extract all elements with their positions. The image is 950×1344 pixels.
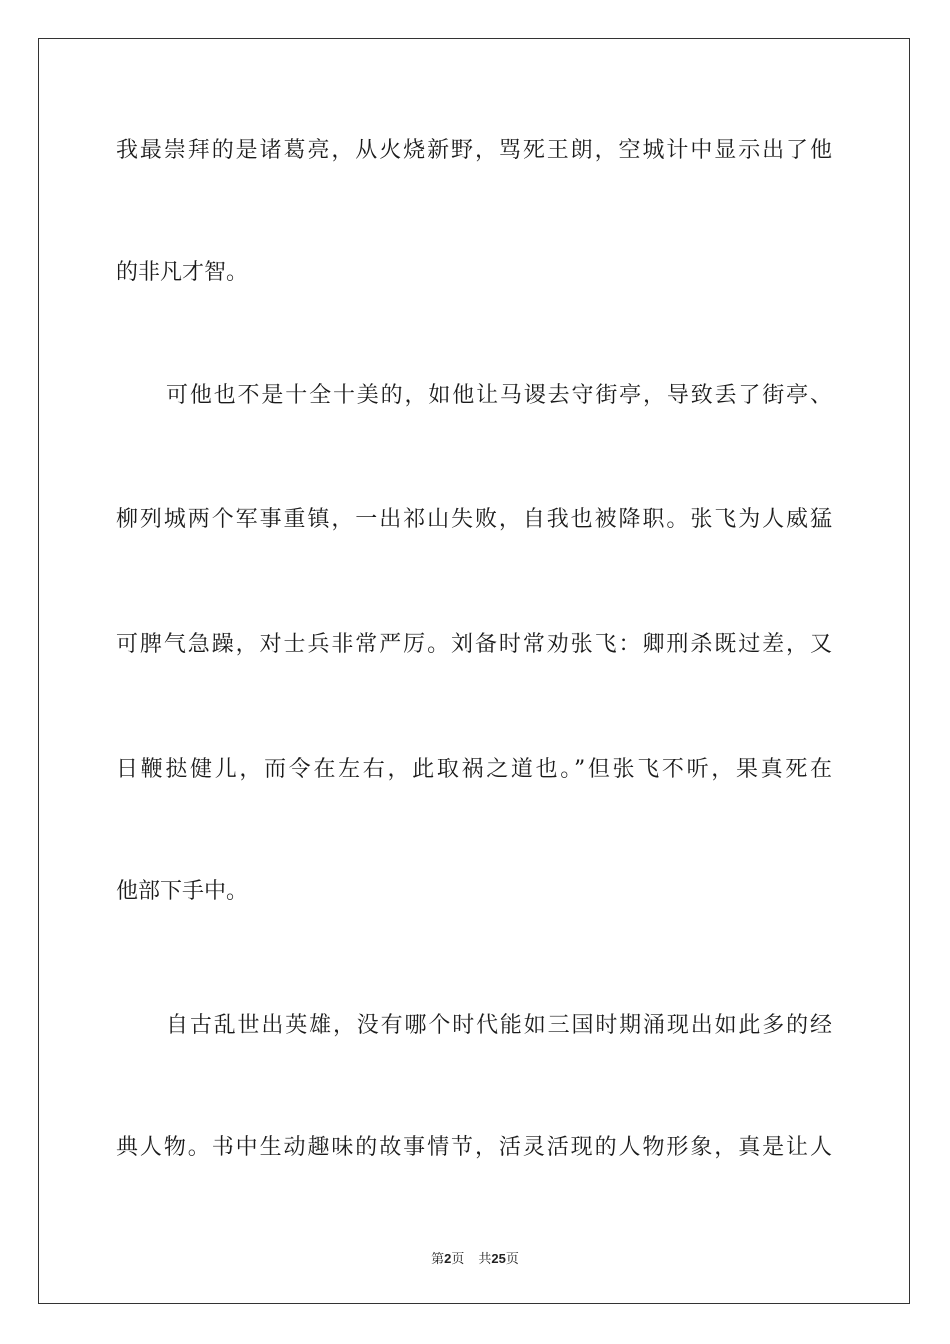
text-line: 柳列城两个军事重镇，一出祁山失败，自我也被降职。张飞为人威猛	[116, 507, 832, 532]
page-footer	[0, 1248, 950, 1267]
text-line: 他部下手中。	[116, 879, 249, 904]
footer-prefix: 第	[431, 1252, 445, 1267]
footer-total-prefix: 共	[478, 1252, 492, 1267]
footer-total-suffix: 页	[505, 1252, 519, 1267]
text-line: 的非凡才智。	[116, 260, 249, 285]
text-line: 可他也不是十全十美的，如他让马谡去守街亭，导致丢了街亭、	[166, 383, 832, 408]
text-line: 可脾气急躁，对士兵非常严厉。刘备时常劝张飞：卿刑杀既过差，又	[116, 632, 832, 657]
text-line: 我最崇拜的是诸葛亮，从火烧新野，骂死王朗，空城计中显示出了他	[116, 138, 832, 163]
current-page-number: 2	[444, 1251, 452, 1266]
footer-page-suffix: 页	[451, 1252, 465, 1267]
text-line: 自古乱世出英雄，没有哪个时代能如三国时期涌现出如此多的经	[166, 1013, 832, 1038]
total-page-count: 25	[491, 1251, 506, 1266]
page-border	[38, 38, 910, 1304]
text-line: 日鞭挞健儿，而令在左右，此取祸之道也。”但张飞不听，果真死在	[116, 757, 832, 782]
text-line: 典人物。书中生动趣味的故事情节，活灵活现的人物形象，真是让人	[116, 1135, 832, 1160]
